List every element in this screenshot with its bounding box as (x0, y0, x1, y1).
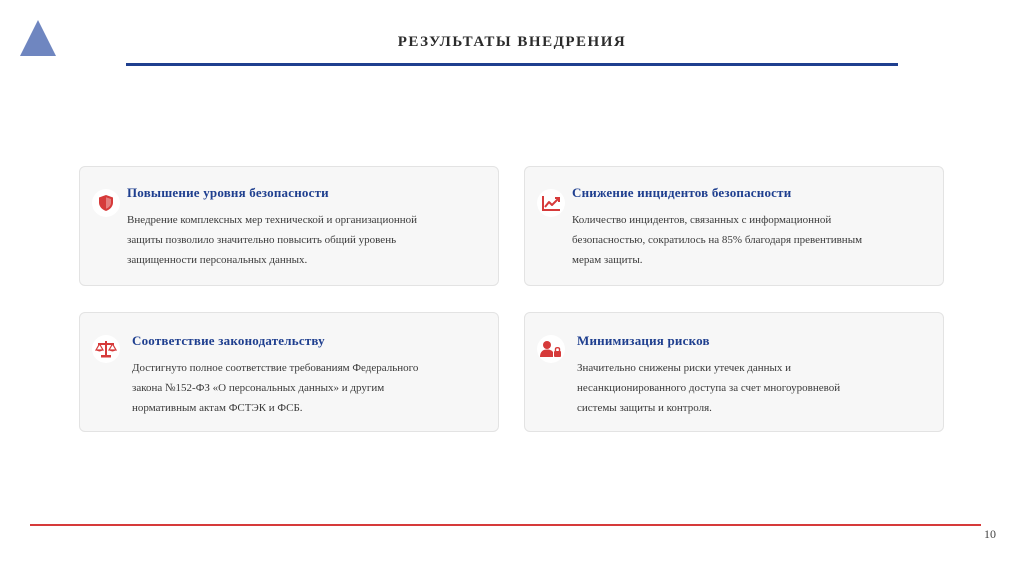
card-title: Минимизация рисков (577, 333, 710, 348)
footer-rule (30, 524, 981, 526)
card-text: Количество инцидентов, связанных с информационной безопасностью, сократилось на 85% благодаря превентивным мерам защиты. (572, 214, 863, 266)
card-text: Внедрение комплексных мер технической и организационной защиты позволило значительно повысить общий уровень защищенности персональных данных. (127, 214, 417, 266)
card-security-level (79, 166, 499, 286)
card-legal-compliance (79, 312, 499, 432)
card-title: Снижение инцидентов безопасности (572, 185, 792, 200)
shield-icon (92, 189, 120, 217)
page-title: РЕЗУЛЬТАТЫ ВНЕДРЕНИЯ (397, 34, 627, 50)
page-number: 10 (984, 527, 996, 541)
user-lock-icon (537, 335, 565, 363)
card-incident-reduction (524, 166, 944, 286)
card-text: Значительно снижены риски утечек данных и несанкционированного доступа за счет многоуровневой системы защиты и контроля. (577, 362, 841, 414)
card-title: Повышение уровня безопасности (127, 185, 329, 200)
scales-icon (92, 335, 120, 363)
card-risk-minimization (524, 312, 944, 432)
chart-line-icon (537, 189, 565, 217)
title-underline (126, 63, 898, 66)
card-title: Соответствие законодательству (132, 333, 325, 348)
card-text: Достигнуто полное соответствие требованиям Федерального закона №152-ФЗ «О персональных данных» и другим нормативным актам ФСТЭК и ФСБ. (132, 362, 419, 414)
